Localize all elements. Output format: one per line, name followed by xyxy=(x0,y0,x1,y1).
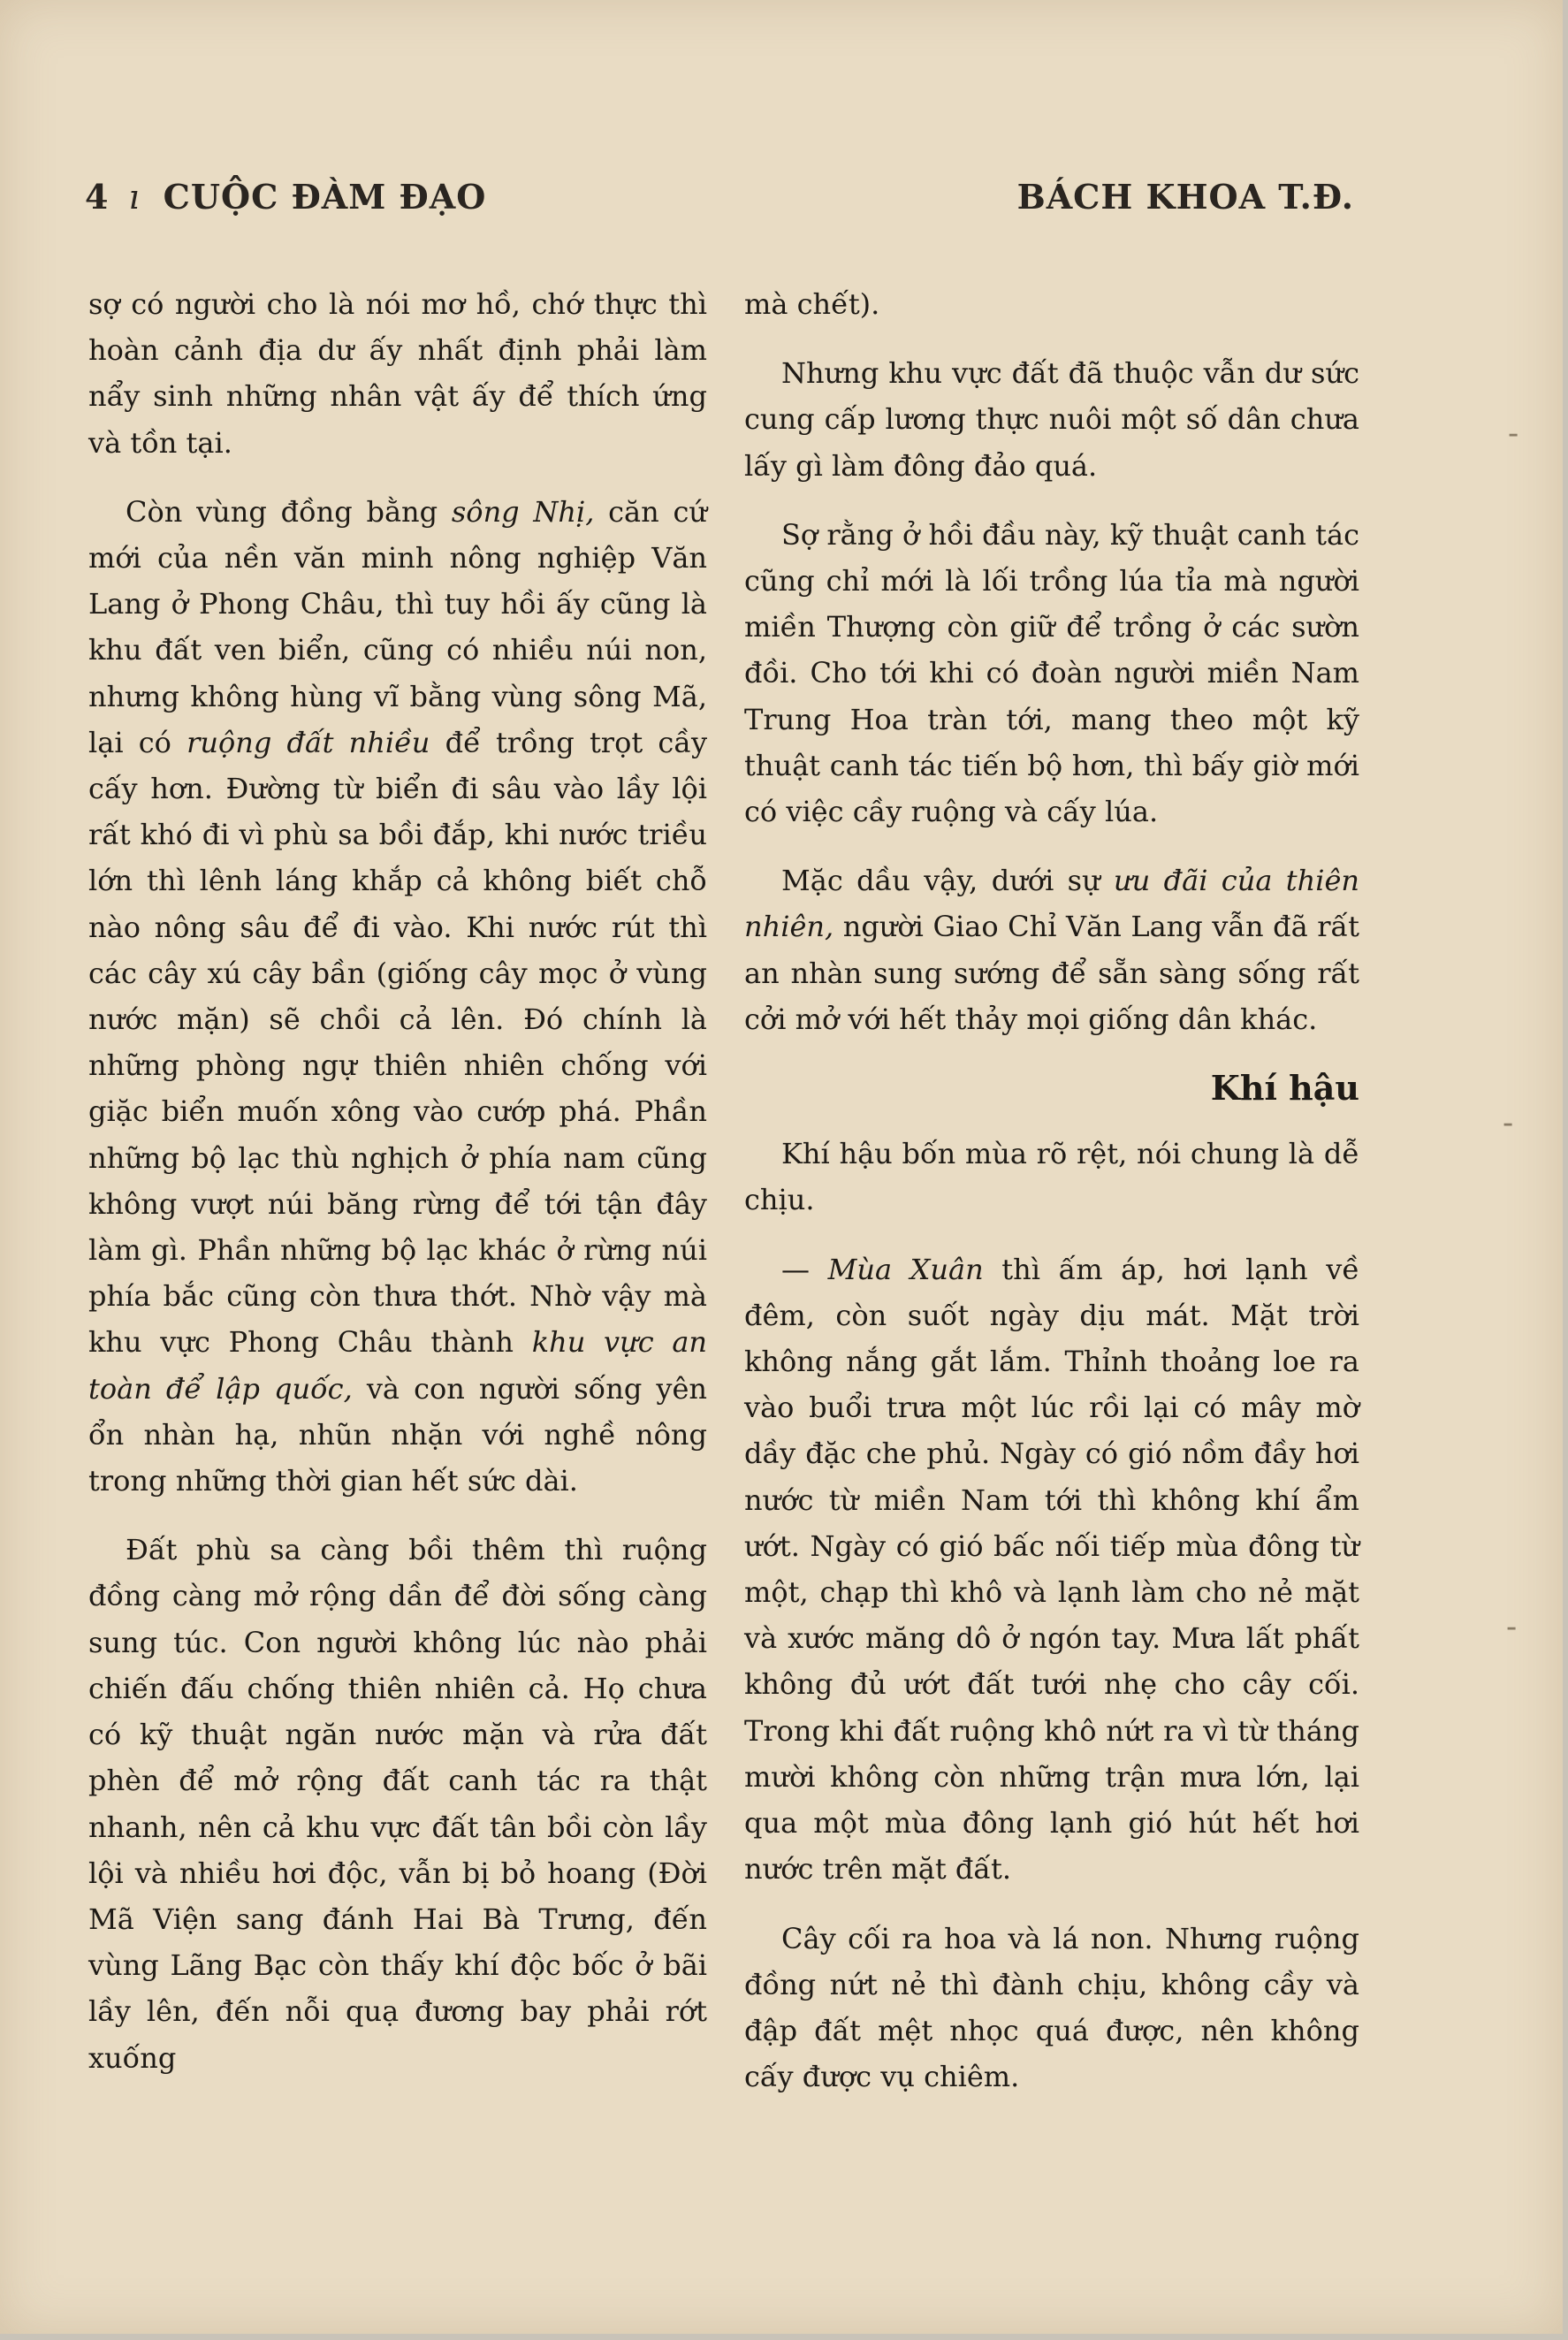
text-run: người Giao Chỉ Văn Lang vẫn đã rất an nhàn sung sướng để sẵn sàng sống rất cởi mở với hết thảy mọi giống dân khác. xyxy=(744,910,1359,1036)
text-run: — xyxy=(781,1252,828,1286)
paragraph: sợ có người cho là nói mơ hồ, chớ thực thì hoàn cảnh địa dư ấy nhất định phải làm nẩy sinh những nhân vật ấy để thích ứng và tồn tại. xyxy=(88,287,707,460)
paragraph: Sợ rằng ở hồi đầu này, kỹ thuật canh tác cũng chỉ mới là lối trồng lúa tỉa mà người miền Thượng còn giữ để trồng ở các sườn đồi. Cho tới khi có đoàn người miền Nam Trung Hoa tràn tới, mang theo một kỹ thuật canh tác tiến bộ hơn, thì bấy giờ mới có việc cầy ruộng và cấy lúa. xyxy=(744,517,1359,829)
emphasis: ruộng đất nhiều xyxy=(186,725,430,759)
edge-mark: - xyxy=(1508,415,1519,452)
paragraph: Nhưng khu vực đất đã thuộc vẫn dư sức cung cấp lương thực nuôi một số dân chưa lấy gì làm đông đảo quá. xyxy=(744,356,1359,483)
edge-mark: - xyxy=(1506,1609,1518,1645)
header-separator: ı xyxy=(128,178,141,217)
emphasis: khu vực an toàn để lập quốc, xyxy=(88,1325,708,1406)
publication-title: BÁCH KHOA T.Đ. xyxy=(1016,177,1354,217)
edge-mark: - xyxy=(1503,1105,1514,1141)
text-run: căn cứ mới của nền văn minh nông nghiệp Văn Lang ở Phong Châu, thì tuy hồi ấy cũng là khu đất ven biển, cũng có nhiều núi non, nhưng không hùng vĩ bằng vùng sông Mã, lại có xyxy=(88,494,708,759)
text-run: Mặc dầu vậy, dưới sự xyxy=(781,864,1115,898)
text-run: thì ấm áp, hơi lạnh về đêm, còn suốt ngày dịu mát. Mặt trời không nắng gắt lắm. Thỉnh thoảng loe ra vào buổi trưa một lúc rồi lại có mây mờ dầy đặc che phủ. Ngày có gió nồm đầy hơi nước từ miền Nam tới thì không khí ẩm ướt. Ngày có gió bấc nối tiếp mùa đông từ một, chạp thì khô và lạnh làm cho nẻ mặt và xước măng dô ở ngón tay. Mưa lất phất không đủ ướt đất tưới nhẹ cho cây cối. Trong khi đất ruộng khô nứt ra vì từ tháng mười không còn những trận mưa lớn, lại qua một mùa đông lạnh gió hút hết hơi nước trên mặt đất. xyxy=(744,1252,1360,1886)
section-heading: Khí hậu xyxy=(1210,1068,1359,1109)
text-run: Còn vùng đồng bằng xyxy=(126,494,452,529)
text-run: để trồng trọt cầy cấy hơn. Đường từ biển đi sâu vào lầy lội rất khó đi vì phù sa bồi đắp, khi nước triều lớn thì lênh láng khắp cả không biết chỗ nào nông sâu để đi vào. Khi nước rút thì các cây xú cây bần (giống cây mọc ở vùng nước mặn) sẽ chồi cả lên. Đó chính là những phòng ngự thiên nhiên chống với giặc biển muốn xông vào cướp phá. Phần những bộ lạc thù nghịch ở phía nam cũng không vượt núi băng rừng để tới tận đây làm gì. Phần những bộ lạc khác ở rừng núi phía bắc cũng còn thưa thớt. Nhờ vậy mà khu vực Phong Châu thành xyxy=(88,725,708,1360)
section-title: CUỘC ĐÀM ĐẠO xyxy=(163,177,487,217)
emphasis: ưu đãi của thiên nhiên, xyxy=(744,864,1359,944)
right-column xyxy=(744,281,1359,2123)
text-run: và con người sống yên ổn nhàn hạ, nhũn nhặn với nghề nông trong những thời gian hết sức dài. xyxy=(88,1371,708,1498)
paragraph xyxy=(88,489,707,1504)
emphasis: Mùa Xuân xyxy=(827,1252,984,1286)
paragraph xyxy=(744,857,1359,1042)
page-number: 4 xyxy=(85,177,110,217)
paragraph: Cây cối ra hoa và lá non. Nhưng ruộng đồng nứt nẻ thì đành chịu, không cầy và đập đất mệt nhọc quá được, nên không cấy được vụ chiêm. xyxy=(744,1921,1359,2094)
paragraph xyxy=(744,1246,1359,1893)
running-header xyxy=(85,177,1354,230)
left-column xyxy=(88,281,707,2104)
paragraph: mà chết). xyxy=(744,287,880,321)
header-left xyxy=(85,177,486,217)
paragraph: Khí hậu bốn mùa rõ rệt, nói chung là dễ chịu. xyxy=(744,1137,1359,1217)
emphasis: sông Nhị, xyxy=(451,494,595,529)
paragraph: Đất phù sa càng bồi thêm thì ruộng đồng càng mở rộng dần để đời sống càng sung túc. Con người không lúc nào phải chiến đấu chống thiên nhiên cả. Họ chưa có kỹ thuật ngăn nước mặn và rửa đất phèn để mở rộng đất canh tác ra thật nhanh, nên cả khu vực đất tân bồi còn lầy lội và nhiều hơi độc, vẫn bị bỏ hoang (Đời Mã Viện sang đánh Hai Bà Trưng, đến vùng Lãng Bạc còn thấy khí độc bốc ở bãi lầy lên, đến nỗi quạ đương bay phải rớt xuống xyxy=(88,1533,707,2075)
